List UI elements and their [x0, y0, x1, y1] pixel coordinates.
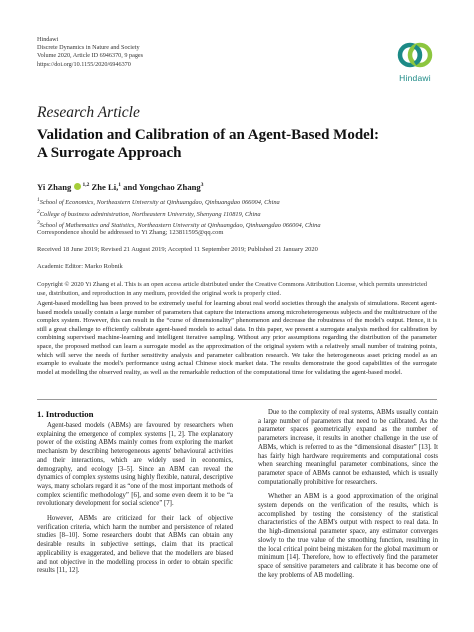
- article-title: [37, 126, 447, 162]
- publisher-name: Hindawi: [37, 36, 59, 43]
- affiliation-item: $^2$College of business administration, Northeastern University, Shenyang 110819, China: [37, 208, 261, 218]
- body-column-left: [37, 422, 233, 582]
- academic-editor: Academic Editor: Marko Robnik: [37, 263, 123, 270]
- logo-wordmark: Hindawi: [399, 73, 431, 83]
- copyright-notice: Copyright © 2020 Yi Zhang et al. This is an open access article distributed under the Creative Commons Attribution License, which permits unrestricted use, distribution, and reproduction in any medium, provided the original work is properly cited.: [37, 281, 427, 297]
- publication-dates: Received 18 June 2019; Revised 21 August 2019; Accepted 11 September 2019; Published 21 January 2020: [37, 246, 318, 253]
- journal-info: [37, 36, 143, 69]
- orcid-icon[interactable]: [74, 183, 81, 190]
- author-name[interactable]: Zhe Li,: [91, 182, 119, 192]
- abstract: Agent-based modelling has been proved to be extremely useful for learning about real world societies through the analysis of simulations. Recent agent-based models usually contain a large number of parameters that capture the interactions among microheterogeneous subjects and the multistructure of the complex system. However, this can result in the “curse of dimensionality” phenomenon and decrease the robustness of the model's output. Hence, it is still a great challenge to efficiently calibrate agent-based models to actual data. In this paper, we present a surrogate analysis method for calibration by combining supervised machine-learning and intelligent iterative sampling. Without any prior assumptions regarding the distribution of the parameter space, the proposed method can learn a surrogate model as the approximation of the original system with a relatively small number of training points, which will serve the needs of further sensitivity analysis and parameter calibration research. We take the heterogeneous asset pricing model as an example to evaluate the model's performance using actual Chinese stock market data. The results demonstrate the good capabilities of the surrogate model at modelling the observed reality, as well as the remarkable reduction of the computational time for validating the agent-based model.: [37, 300, 437, 376]
- paragraph: Due to the complexity of real systems, ABMs usually contain a large number of parameters that need to be calibrated. As the parameter spaces geometrically expand as the number of parameters increase, it results in another challenge in the use of ABMs, which is referred to as the “dimensional disaster” [13]. It has fairly high hardware requirements and computational costs when searching meaningful parameter combinations, since the parameter space of ABMs cannot be exhausted, which is usually computationally prohibitive for researchers.: [258, 409, 438, 486]
- title-line-1: Validation and Calibration of an Agent-Based Model:: [37, 127, 379, 143]
- author-affil-sup: 1,2: [82, 182, 90, 189]
- volume-line: Volume 2020, Article ID 6946370, 9 pages: [37, 52, 144, 60]
- author-affil-sup: 1: [118, 182, 121, 189]
- author-affil-sup: 3: [200, 182, 204, 189]
- author-name[interactable]: and Yongchao Zhang: [123, 182, 201, 192]
- paragraph: Agent-based models (ABMs) are favoured by researchers when explaining the emergence of complex systems [1, 2]. The explanatory power of the existing ABMs mainly comes from exploring the market mechanism by describing heterogeneous agents' behavioural activities and their interactions, which are widely used in economics, demography, and ecology [3–5]. Since an ABM can reveal the dynamics of complex systems using highly flexible, natural, descriptive ways, many scholars regard it as “one of the most important methods of complex scientific methodology” [6], and some even deem it to be “a revolutionary development for social science” [7].: [37, 422, 233, 508]
- hindawi-logo: [390, 38, 440, 90]
- paragraph: However, ABMs are criticized for their lack of objective verification criteria, which harm the number and persistence of related studies [8–10]. Some researchers doubt that ABMs can obtain any desirable results in subjective settings, claim that its practical applicability is exaggerated, and believe that the modellers are biased and not objective in the modelling process in order to obtain specific results [11, 12].: [37, 515, 233, 575]
- author-list: [37, 182, 203, 192]
- affiliations: [37, 196, 321, 231]
- section-divider: [37, 399, 437, 400]
- body-column-right: [258, 409, 438, 586]
- correspondence: Correspondence should be addressed to Yi Zhang; 123811595@qq.com: [37, 229, 224, 236]
- author-name[interactable]: Yi Zhang: [37, 182, 72, 192]
- journal-title: Discrete Dynamics in Nature and Society: [37, 44, 140, 52]
- section-heading: 1. Introduction: [37, 409, 94, 419]
- title-line-2: A Surrogate Approach: [37, 145, 182, 161]
- affiliation-item: $^3$School of Mathematics and Statistics, Northeastern University at Qinhuangdao, Qinhuangdao 066004, China: [37, 220, 321, 230]
- paragraph: Whether an ABM is a good approximation of the original system depends on the verification of the results, which is accomplished by testing the consistency of the statistical characteristics of the ABM's output with respect to real data. In the high-dimensional parameter space, any estimator converges slowly to the true value of the smoothing function, resulting in the local critical point being mistaken for the global maximum or minimum [14]. Therefore, how to effectively find the parameter space of sensitive parameters and calibrate it has become one of the key problems of AB modelling.: [258, 493, 438, 579]
- doi-link[interactable]: https://doi.org/10.1155/2020/6946370: [37, 60, 131, 68]
- affiliation-item: $^1$School of Economics, Northeastern University at Qinhuangdao, Qinhuangdao 066004, China: [37, 197, 280, 207]
- hindawi-rings-logo-icon: [396, 38, 434, 72]
- article-type: Research Article: [37, 104, 140, 121]
